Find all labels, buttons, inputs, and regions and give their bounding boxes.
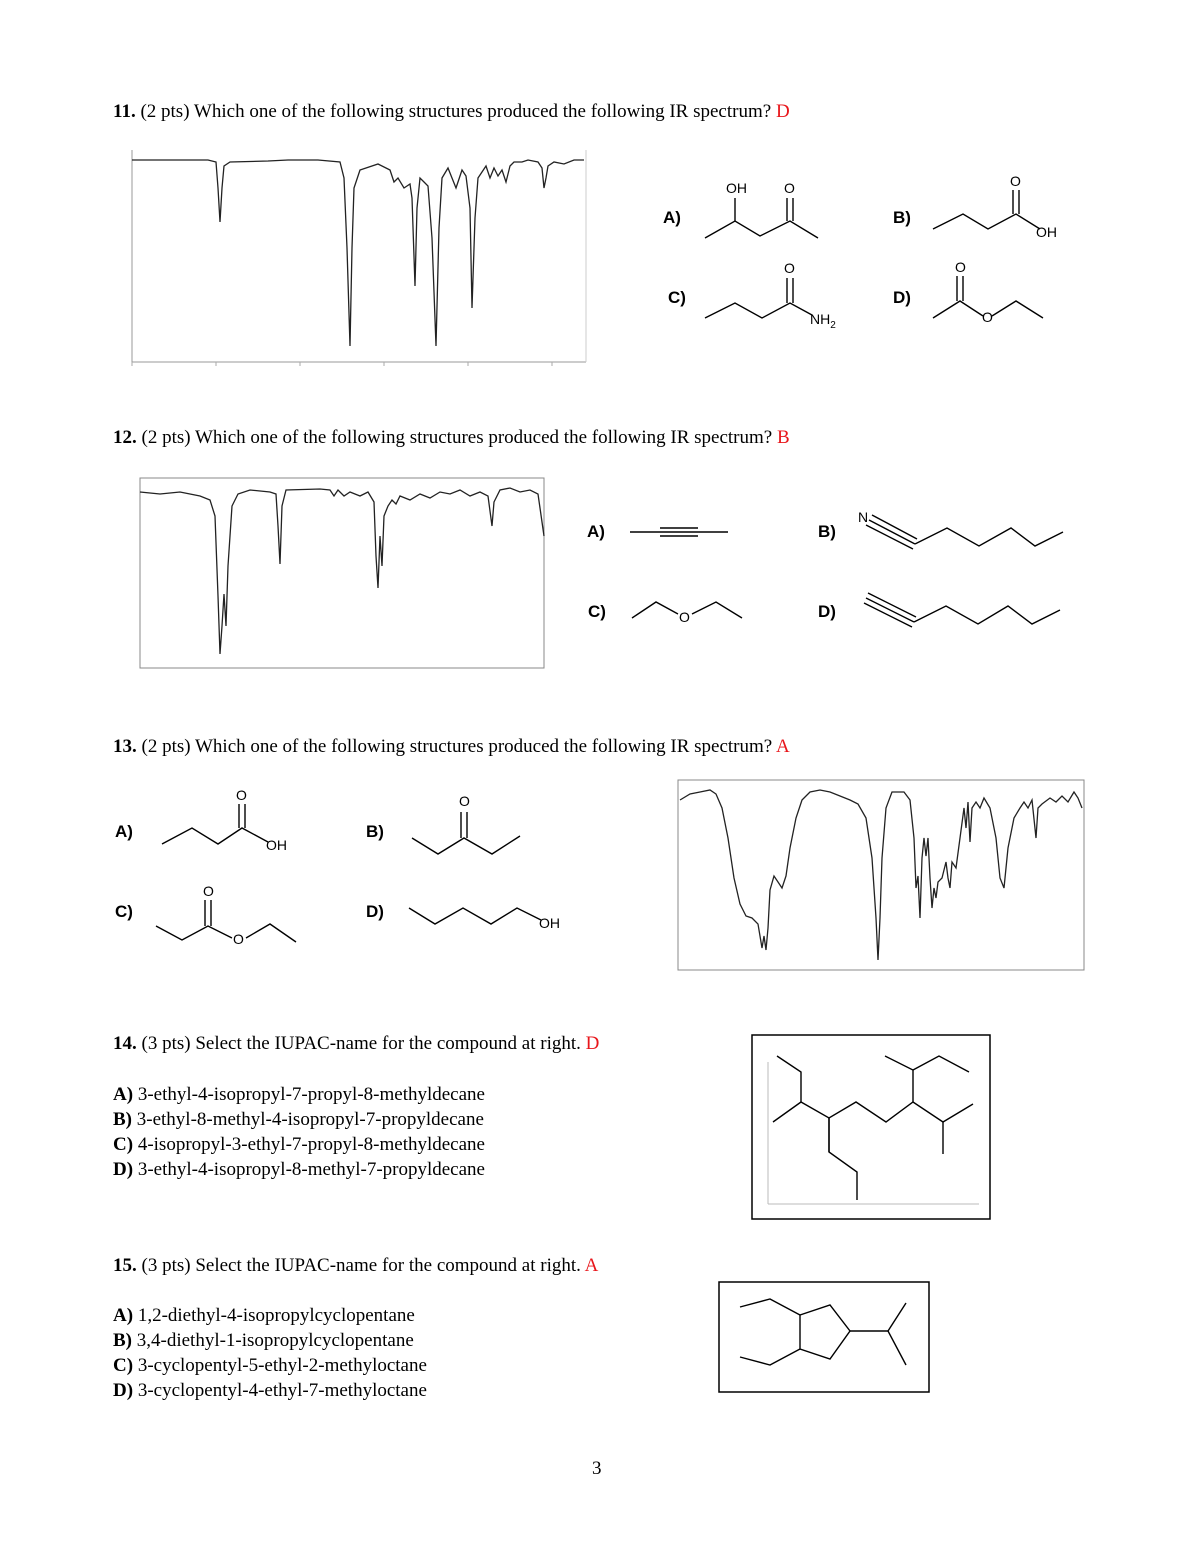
q12-structure-b [855,508,1070,558]
q13-option-c-label[interactable]: C) [115,902,133,921]
q12-structure-c [628,592,748,627]
svg-text:NH2: $NH_2$ [810,311,836,331]
q11-answer: D [775,101,790,122]
q14-compound-structure [751,1034,991,1220]
page-number: 3 [592,1458,602,1479]
q15-text: (3 pts) Select the IUPAC-name for the compound at right. [141,1255,581,1276]
q11-text: (2 pts) Which one of the following structures produced the following IR spectrum? [140,101,772,122]
q12-answer: B [776,427,790,448]
q15-choice-c[interactable]: C) 3-cyclopentyl-5-ethyl-2-methyloctane [113,1355,427,1376]
q13-prompt [113,736,790,758]
q15-number: 15. [113,1255,137,1276]
q15-prompt [113,1255,598,1277]
q12-option-c-label[interactable]: C) [588,602,606,621]
q14-prompt [113,1033,599,1055]
q12-ir-spectrum [120,476,548,686]
q13-option-b-label[interactable]: B) [366,822,384,841]
q15-choice-d[interactable]: D) 3-cyclopentyl-4-ethyl-7-methyloctane [113,1380,427,1401]
svg-text:O: O [203,883,214,899]
q14-choice-d[interactable]: D) 3-ethyl-4-isopropyl-8-methyl-7-propyldecane [113,1159,485,1180]
q15-choice-a[interactable]: A) 1,2-diethyl-4-isopropylcyclopentane [113,1305,415,1326]
q14-choices [113,1082,485,1182]
q12-option-d-label[interactable]: D) [818,602,836,621]
q13-answer: A [775,736,790,757]
svg-text:O: O [236,787,247,803]
svg-text:OH: OH [266,837,287,853]
svg-text:O: O [1010,173,1021,189]
q14-choice-a[interactable]: A) 3-ethyl-4-isopropyl-7-propyl-8-methyldecane [113,1084,485,1105]
q12-structure-a [628,522,733,542]
q11-ir-spectrum [118,148,588,376]
svg-text:O: O [784,260,795,276]
q11-option-b-label[interactable]: B) [893,208,911,227]
svg-text:N: N [858,509,869,525]
q11-option-a-label[interactable]: A) [663,208,681,227]
q13-structure-a [158,786,298,861]
q11-option-c-label[interactable]: C) [668,288,686,307]
q13-option-a-label[interactable]: A) [115,822,133,841]
q12-option-a-label[interactable]: A) [587,522,605,541]
q15-compound-structure [718,1281,930,1393]
svg-text:O: O [233,931,244,947]
svg-text:O: O [982,309,993,325]
svg-text:O: O [955,259,966,275]
svg-text:O: O [679,609,690,625]
q14-number: 14. [113,1033,137,1054]
svg-text:OH: OH [539,915,560,931]
q15-choices [113,1303,427,1403]
q13-structure-d [405,898,570,938]
q12-option-b-label[interactable]: B) [818,522,836,541]
q14-choice-c[interactable]: C) 4-isopropyl-3-ethyl-7-propyl-8-methyldecane [113,1134,485,1155]
q14-answer: D [585,1033,600,1054]
q12-number: 12. [113,427,137,448]
q13-structure-b [408,790,528,860]
q13-number: 13. [113,736,137,757]
q12-text: (2 pts) Which one of the following structures produced the following IR spectrum? [141,427,773,448]
q11-prompt [113,101,790,123]
q11-structure-b [928,172,1068,247]
q15-choice-b[interactable]: B) 3,4-diethyl-1-isopropylcyclopentane [113,1330,414,1351]
svg-text:O: O [459,793,470,809]
svg-text:OH: OH [1036,224,1057,240]
svg-text:OH: OH [726,180,747,196]
q15-answer: A [584,1255,599,1276]
q12-prompt [113,427,790,449]
q14-text: (3 pts) Select the IUPAC-name for the compound at right. [141,1033,581,1054]
q13-text: (2 pts) Which one of the following structures produced the following IR spectrum? [141,736,773,757]
q13-ir-spectrum [660,778,1088,983]
svg-text:O: O [784,180,795,196]
q13-structure-c [152,880,302,950]
q14-choice-b[interactable]: B) 3-ethyl-8-methyl-4-isopropyl-7-propyldecane [113,1109,484,1130]
q11-number: 11. [113,101,136,122]
q11-structure-c [700,258,850,333]
q12-structure-d [860,592,1065,637]
q11-structure-a [700,178,825,248]
q11-structure-d [928,256,1053,331]
q13-option-d-label[interactable]: D) [366,902,384,921]
q11-option-d-label[interactable]: D) [893,288,911,307]
